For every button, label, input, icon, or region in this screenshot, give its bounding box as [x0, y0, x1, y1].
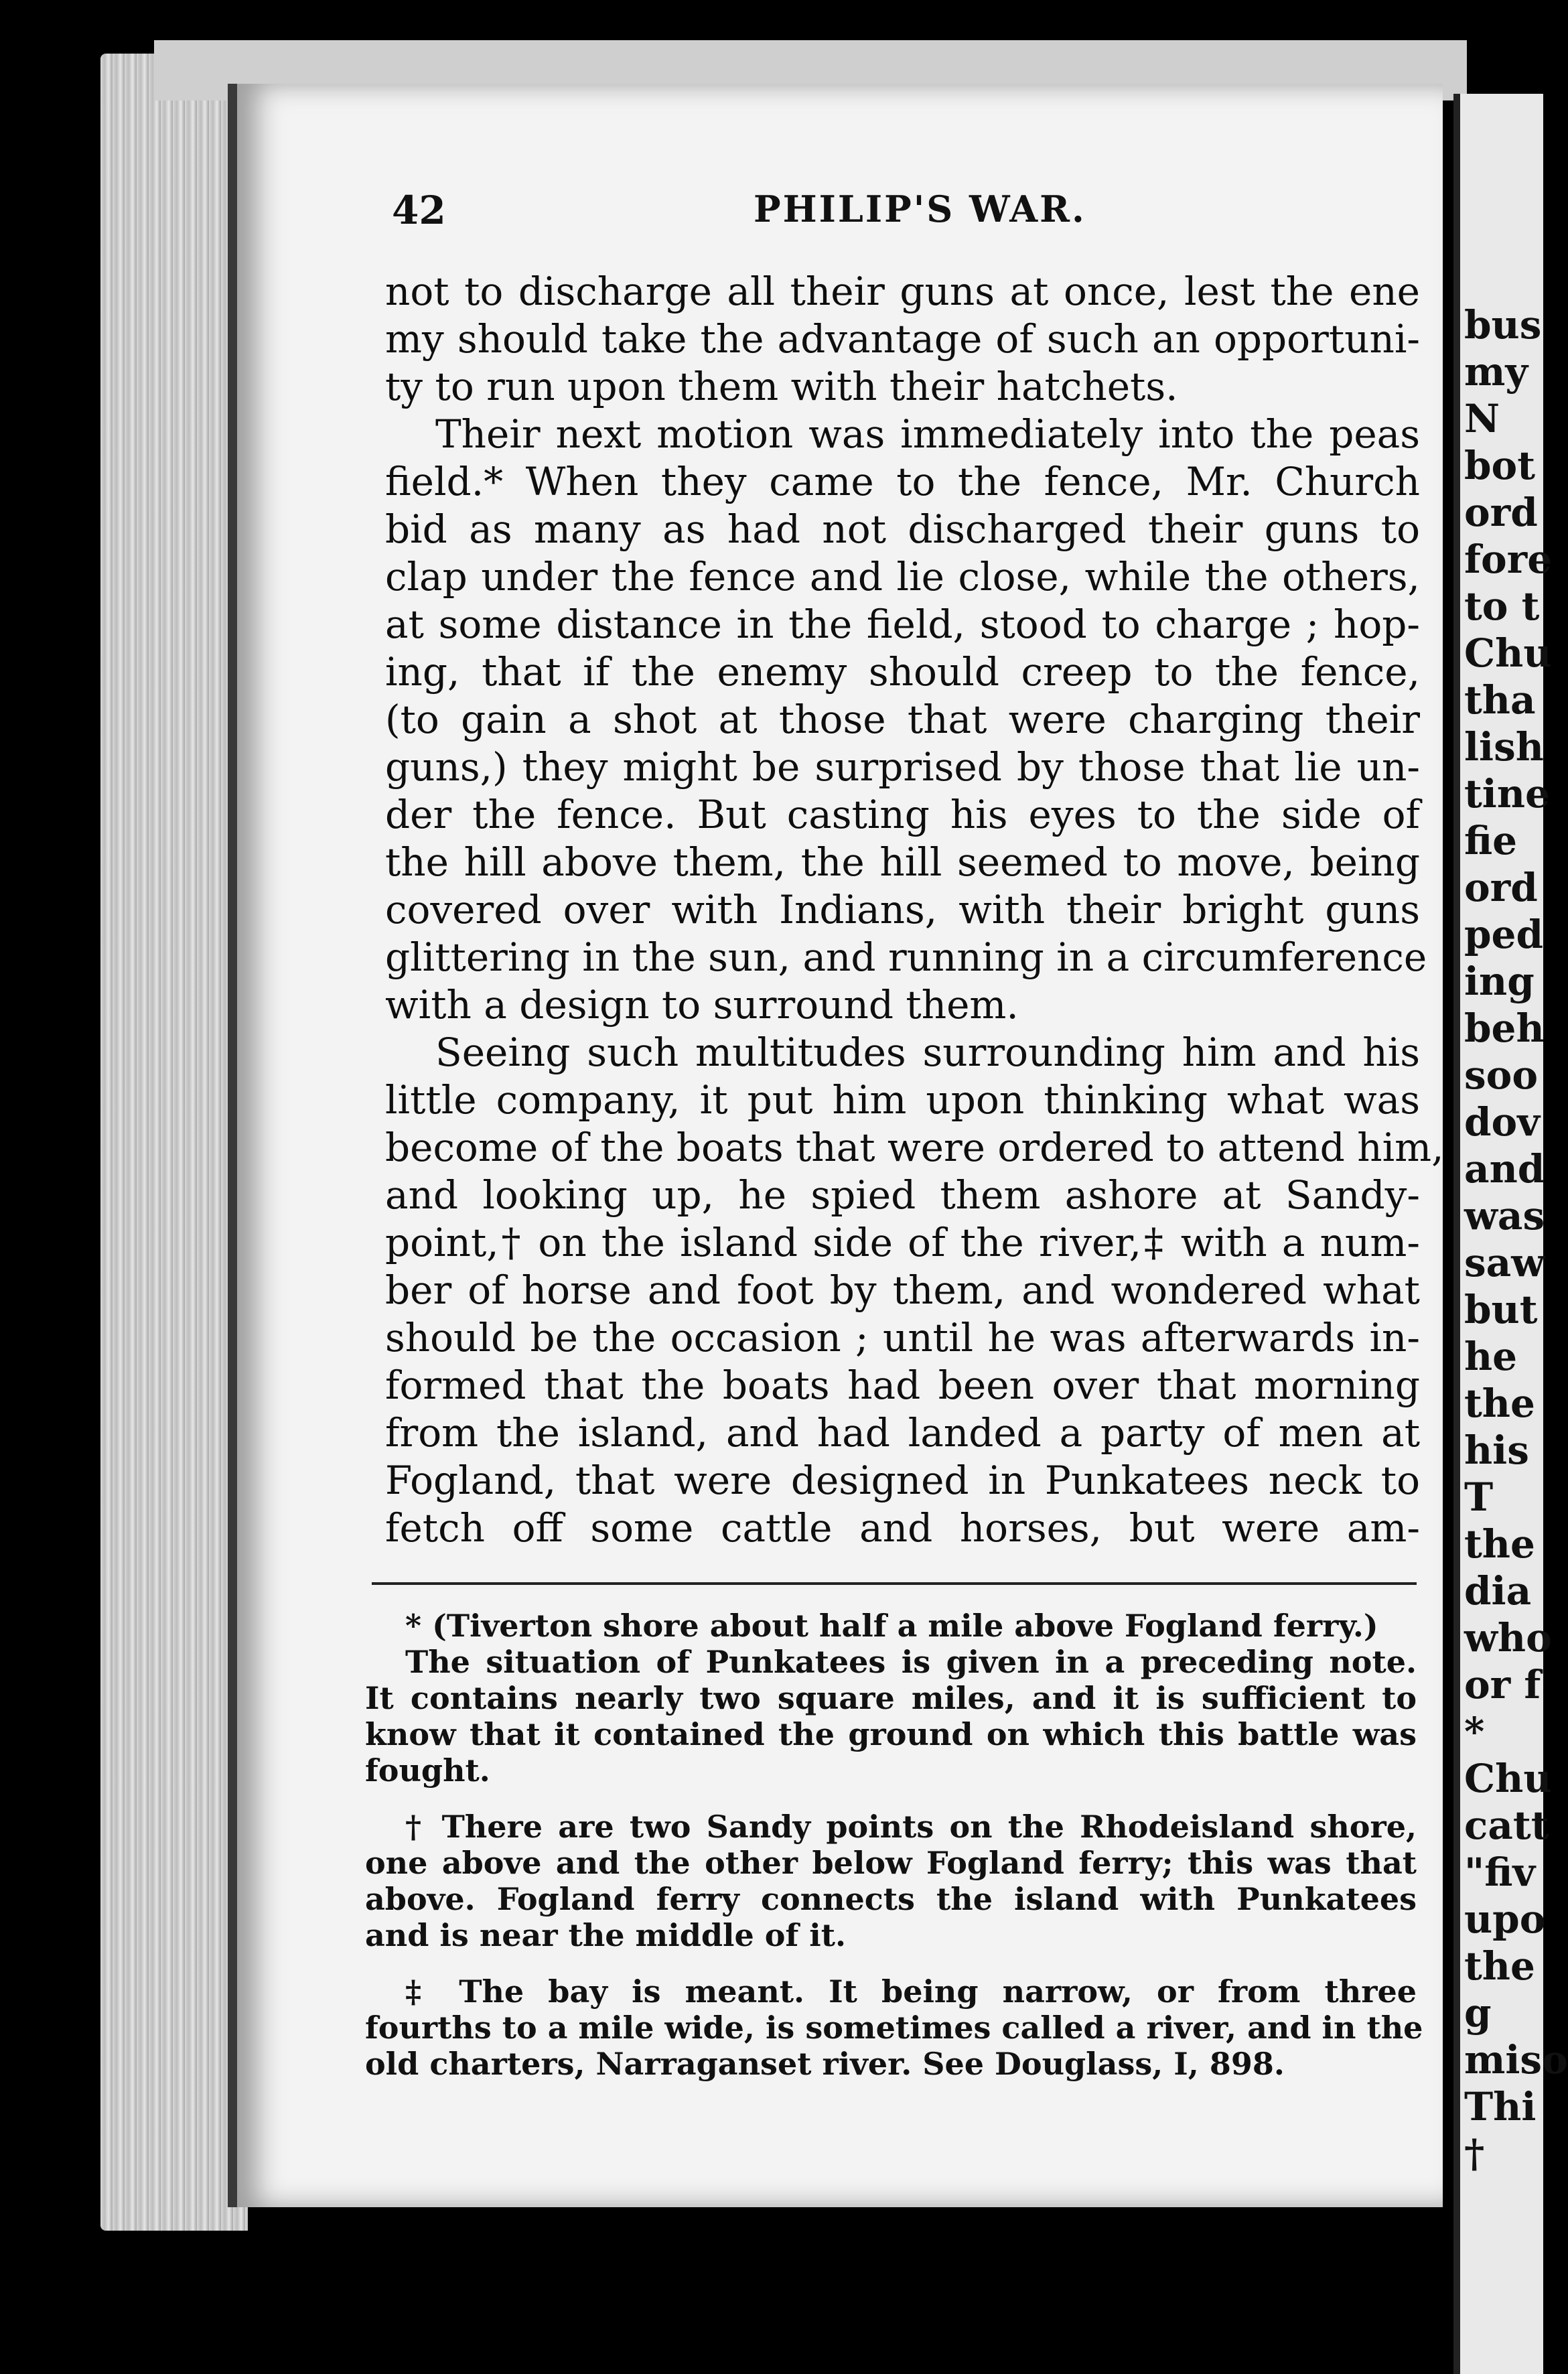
- text-line: at some distance in the field, stood to charge ; hop-: [385, 602, 1420, 647]
- facing-page-fragment: Chu: [1464, 1756, 1552, 1801]
- footnote-line: old charters, Narraganset river. See Douglass, I, 898.: [365, 2046, 1285, 2082]
- page-header: [392, 188, 1430, 241]
- footnote-line: † There are two Sandy points on the Rhodeisland shore,: [405, 1809, 1417, 1845]
- footnote-line: above. Fogland ferry connects the island with Punkatees: [365, 1881, 1417, 1917]
- footnote-line: fourths to a mile wide, is sometimes called a river, and in the: [365, 2010, 1423, 2046]
- facing-page-fragment: lish: [1464, 724, 1544, 770]
- text-line: little company, it put him upon thinking what was: [385, 1077, 1420, 1123]
- text-line: clap under the fence and lie close, while the others,: [385, 554, 1420, 600]
- facing-page-fragment: dov: [1464, 1099, 1540, 1145]
- facing-page-fragment: bus: [1464, 302, 1542, 348]
- footnote-line: It contains nearly two square miles, and it is sufficient to: [365, 1680, 1417, 1716]
- facing-page-fragment: N: [1464, 396, 1500, 441]
- page-number: 42: [392, 188, 446, 233]
- text-line: become of the boats that were ordered to attend him,: [385, 1125, 1444, 1170]
- text-line: ty to run upon them with their hatchets.: [385, 364, 1178, 409]
- text-line: my should take the advantage of such an opportuni-: [385, 316, 1420, 362]
- text-line: point,† on the island side of the river,‡ with a num-: [385, 1220, 1420, 1265]
- footnote-gap: [365, 1953, 1417, 1973]
- facing-page-fragment: ped: [1464, 912, 1544, 957]
- facing-page-fragment: the: [1464, 1521, 1535, 1567]
- facing-page-fragment: the: [1464, 1381, 1535, 1426]
- text-line: Their next motion was immediately into the peas: [435, 411, 1420, 457]
- footnote-line: one above and the other below Fogland ferry; this was that: [365, 1845, 1417, 1881]
- text-line: field.* When they came to the fence, Mr. Church: [385, 459, 1420, 504]
- facing-page-fragment: tha: [1464, 677, 1536, 723]
- facing-page-fragment: he: [1464, 1334, 1518, 1379]
- facing-page-fragment: g: [1464, 1990, 1492, 2036]
- facing-page-fragment: my: [1464, 349, 1528, 395]
- body-text: [385, 268, 1444, 1552]
- facing-page-fragment: fie: [1464, 818, 1518, 863]
- text-line: covered over with Indians, with their bright guns: [385, 887, 1420, 932]
- facing-page-fragment: who: [1464, 1615, 1552, 1661]
- facing-page-fragment: his: [1464, 1427, 1529, 1473]
- facing-page-fragment: but: [1464, 1287, 1538, 1332]
- facing-page-fragment: the: [1464, 1943, 1535, 1989]
- footnote-gap: [365, 1789, 1417, 1809]
- facing-page-fragment: T: [1464, 1474, 1494, 1520]
- facing-page-fragment: saw: [1464, 1240, 1545, 1285]
- text-line: and looking up, he spied them ashore at Sandy-: [385, 1172, 1420, 1218]
- running-title: PHILIP'S WAR.: [754, 188, 1086, 230]
- footnote-line: and is near the middle of it.: [365, 1917, 847, 1953]
- footnote-line: fought.: [365, 1752, 490, 1789]
- footnote-line: The situation of Punkatees is given in a preceding note.: [405, 1644, 1417, 1680]
- text-line: Seeing such multitudes surrounding him and his: [435, 1030, 1420, 1075]
- text-line: fetch off some cattle and horses, but were am-: [385, 1505, 1420, 1551]
- text-line: should be the occasion ; until he was afterwards in-: [385, 1315, 1420, 1360]
- facing-page-fragment: soo: [1464, 1052, 1539, 1098]
- facing-page-sliver: [1453, 94, 1568, 2374]
- facing-page-fragment: beh: [1464, 1005, 1545, 1051]
- footnote-line: * (Tiverton shore about half a mile above Fogland ferry.): [405, 1608, 1378, 1644]
- facing-page-fragment: "fiv: [1464, 1849, 1536, 1895]
- facing-page-fragment: miso: [1464, 2037, 1568, 2083]
- facing-page-fragment: bot: [1464, 443, 1536, 488]
- facing-page-fragment: ord: [1464, 865, 1538, 910]
- footnote-line: know that it contained the ground on which this battle was: [365, 1716, 1417, 1752]
- text-line: der the fence. But casting his eyes to the side of: [385, 792, 1420, 837]
- text-line: ing, that if the enemy should creep to the fence,: [385, 649, 1420, 695]
- book-page-edges: [100, 54, 248, 2231]
- text-line: glittering in the sun, and running in a circumference: [385, 934, 1427, 980]
- facing-page-fragment: upo: [1464, 1896, 1546, 1942]
- footnote-line: ‡ The bay is meant. It being narrow, or from three: [405, 1973, 1417, 2010]
- facing-page-fragments: [1460, 301, 1568, 2177]
- text-line: not to discharge all their guns at once, lest the ene: [385, 269, 1420, 314]
- facing-page-fragment: Thi: [1464, 2084, 1537, 2129]
- facing-page-fragment: ord: [1464, 490, 1538, 535]
- text-line: ber of horse and foot by them, and wondered what: [385, 1267, 1420, 1313]
- text-line: from the island, and had landed a party of men at: [385, 1410, 1420, 1456]
- facing-page-fragment: was: [1464, 1193, 1545, 1239]
- footnotes: [365, 1608, 1423, 2082]
- facing-page-fragment: to t: [1464, 583, 1540, 629]
- text-line: formed that the boats had been over that morning: [385, 1363, 1420, 1408]
- facing-page-fragment: Chu: [1464, 630, 1552, 676]
- facing-page-fragment: fore: [1464, 537, 1553, 582]
- facing-page-fragment: and: [1464, 1146, 1545, 1192]
- text-line: the hill above them, the hill seemed to move, being: [385, 839, 1420, 885]
- text-line: guns,) they might be surprised by those that lie un-: [385, 744, 1420, 790]
- text-line: (to gain a shot at those that were charging their: [385, 697, 1420, 742]
- facing-page-fragment: †: [1464, 2131, 1485, 2176]
- facing-page-fragment: tine: [1464, 771, 1550, 817]
- text-line: with a design to surround them.: [385, 982, 1019, 1028]
- footnote-rule: [372, 1582, 1417, 1585]
- facing-page-fragment: or f: [1464, 1662, 1541, 1707]
- text-line: bid as many as had not discharged their guns to: [385, 506, 1420, 552]
- text-line: Fogland, that were designed in Punkatees neck to: [385, 1458, 1420, 1503]
- facing-page-fragment: dia: [1464, 1568, 1532, 1614]
- facing-page-fragment: ing: [1464, 959, 1535, 1004]
- facing-page-fragment: *: [1464, 1709, 1485, 1754]
- facing-page-fragment: catt: [1464, 1803, 1549, 1848]
